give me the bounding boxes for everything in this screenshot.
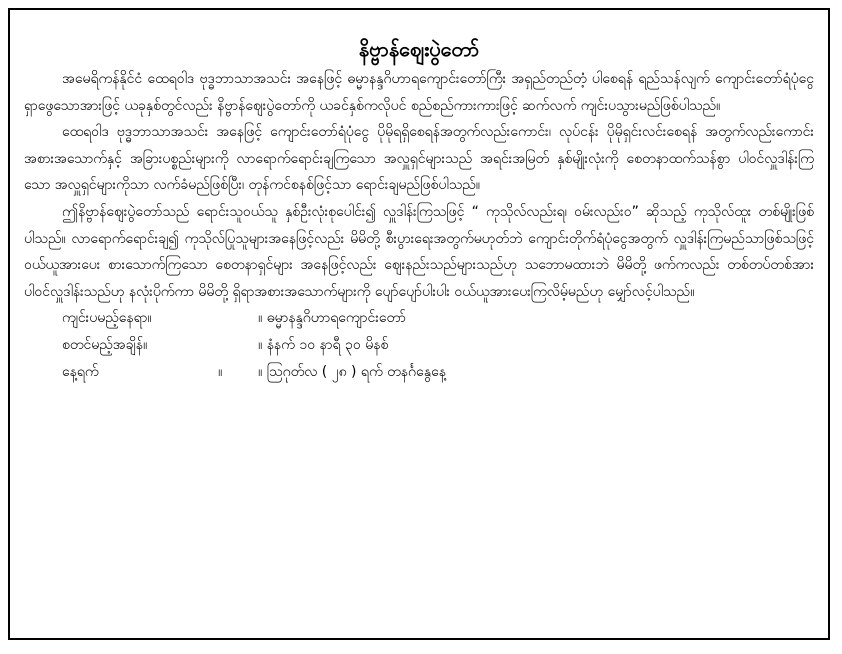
event-details: [24, 305, 814, 386]
venue-value: ။ ဓမ္မာနန္ဒဂိဟာရကျောင်းတော်: [258, 310, 406, 327]
document-content: [24, 34, 814, 386]
paragraph-1: အမေရိကန်နိုင်ငံ ထေရဝါဒ ဗုဒ္ဓဘာသာအသင်း အနေဖြင့် ဓမ္မာနန္ဒဂိဟာရကျောင်းတော်ကြီး အရှည်တည်တံ့ ပါစေရန် ရည်သန်လျက် ကျောင်းတော်ရံပုံငွေရှာဖွေသောအားဖြင့် ယခုနှစ်တွင်လည်း နိဗ္ဗာန်ဈေးပွဲတော်ကို ယခင်နှစ်ကလိုပင် စည်စည်ကားကားဖြင့် ဆက်လက် ကျင်းပသွားမည်ဖြစ်ပါသည်။: [24, 71, 814, 114]
time-separator: [218, 332, 258, 359]
date-label: နေ့ရက်: [62, 364, 99, 381]
date-separator: ။: [218, 364, 223, 381]
detail-row-time: [24, 332, 814, 359]
time-value: ။ နံနက် ၁၀ နာရီ ၃၀ မိနစ်: [258, 337, 389, 354]
paragraph-2: ထေရဝါဒ ဗုဒ္ဓဘာသာအသင်း အနေဖြင့် ကျောင်းတော်ရံပုံငွေ ပိုမိုရရှိစေရန်အတွက်လည်းကောင်း၊ လုပ်ငန်း ပိုမိုရှင်းလင်းစေရန် အတွက်လည်းကောင်း အစားအသောက်နှင့် အခြားပစ္စည်းများကို လာရောက်ရောင်းချကြသော အလှူရှင်များသည် အရင်းအမြတ် နှစ်မျိုးလုံးကို စေတနာထက်သန်စွာ ပါဝင်လှူဒါန်းကြသော အလှူရှင်များကိုသာ လက်ခံမည်ဖြစ်ပြီး၊ တုန်ကင်စနစ်ဖြင့်သာ ရောင်းချမည်ဖြစ်ပါသည်။: [24, 124, 814, 194]
venue-label: ကျင်းပမည့်နေရာ။: [62, 310, 152, 327]
document-title: နိဗ္ဗာန်ဈေးပွဲတော်: [358, 37, 480, 61]
venue-separator: [218, 305, 258, 332]
detail-row-date: [24, 359, 814, 386]
time-label: စတင်မည့်အချိန်။: [62, 337, 148, 354]
detail-row-venue: [24, 305, 814, 332]
date-value: ။ ဩဂုတ်လ ( ၂၈ ) ရက် တနင်္ဂနွေနေ့: [258, 364, 446, 381]
paragraph-3: ဤနိဗ္ဗာန်ဈေးပွဲတော်သည် ရောင်းသူဝယ်သူ နှစ်ဦးလုံးစုပေါင်း၍ လှူဒါန်းကြသဖြင့် “ ကုသိုလ်လည်းရ၊ ဝမ်းလည်းဝ” ဆိုသည့် ကုသိုလ်ထူး တစ်မျိုးဖြစ်ပါသည်။ လာရောက်ရောင်းချ၍ ကုသိုလ်ပြုသူများအနေဖြင့်လည်း မိမိတို့ စီးပွားရေးအတွက်မဟုတ်ဘဲ ကျောင်းတိုက်ရံပုံငွေအတွက် လှူဒါန်းကြမည်သာဖြစ်သဖြင့် ဝယ်ယူအားပေး စားသောက်ကြသော စေတနာရှင်များ အနေဖြင့်လည်း ဈေးနည်းသည်များသည်ဟု သဘောမထားဘဲ မိမိတို့ ဖက်ကလည်း တစ်တပ်တစ်အား ပါဝင်လှူဒါန်းသည်ဟု နလုံးပိုက်ကာ မိမိတို့ ရှိရာအစားအသောက်များကို ပျော်ပျော်ပါးပါး ဝယ်ယူအားပေးကြလိမ့်မည်ဟု မျှော်လင့်ပါသည်။: [24, 203, 814, 300]
